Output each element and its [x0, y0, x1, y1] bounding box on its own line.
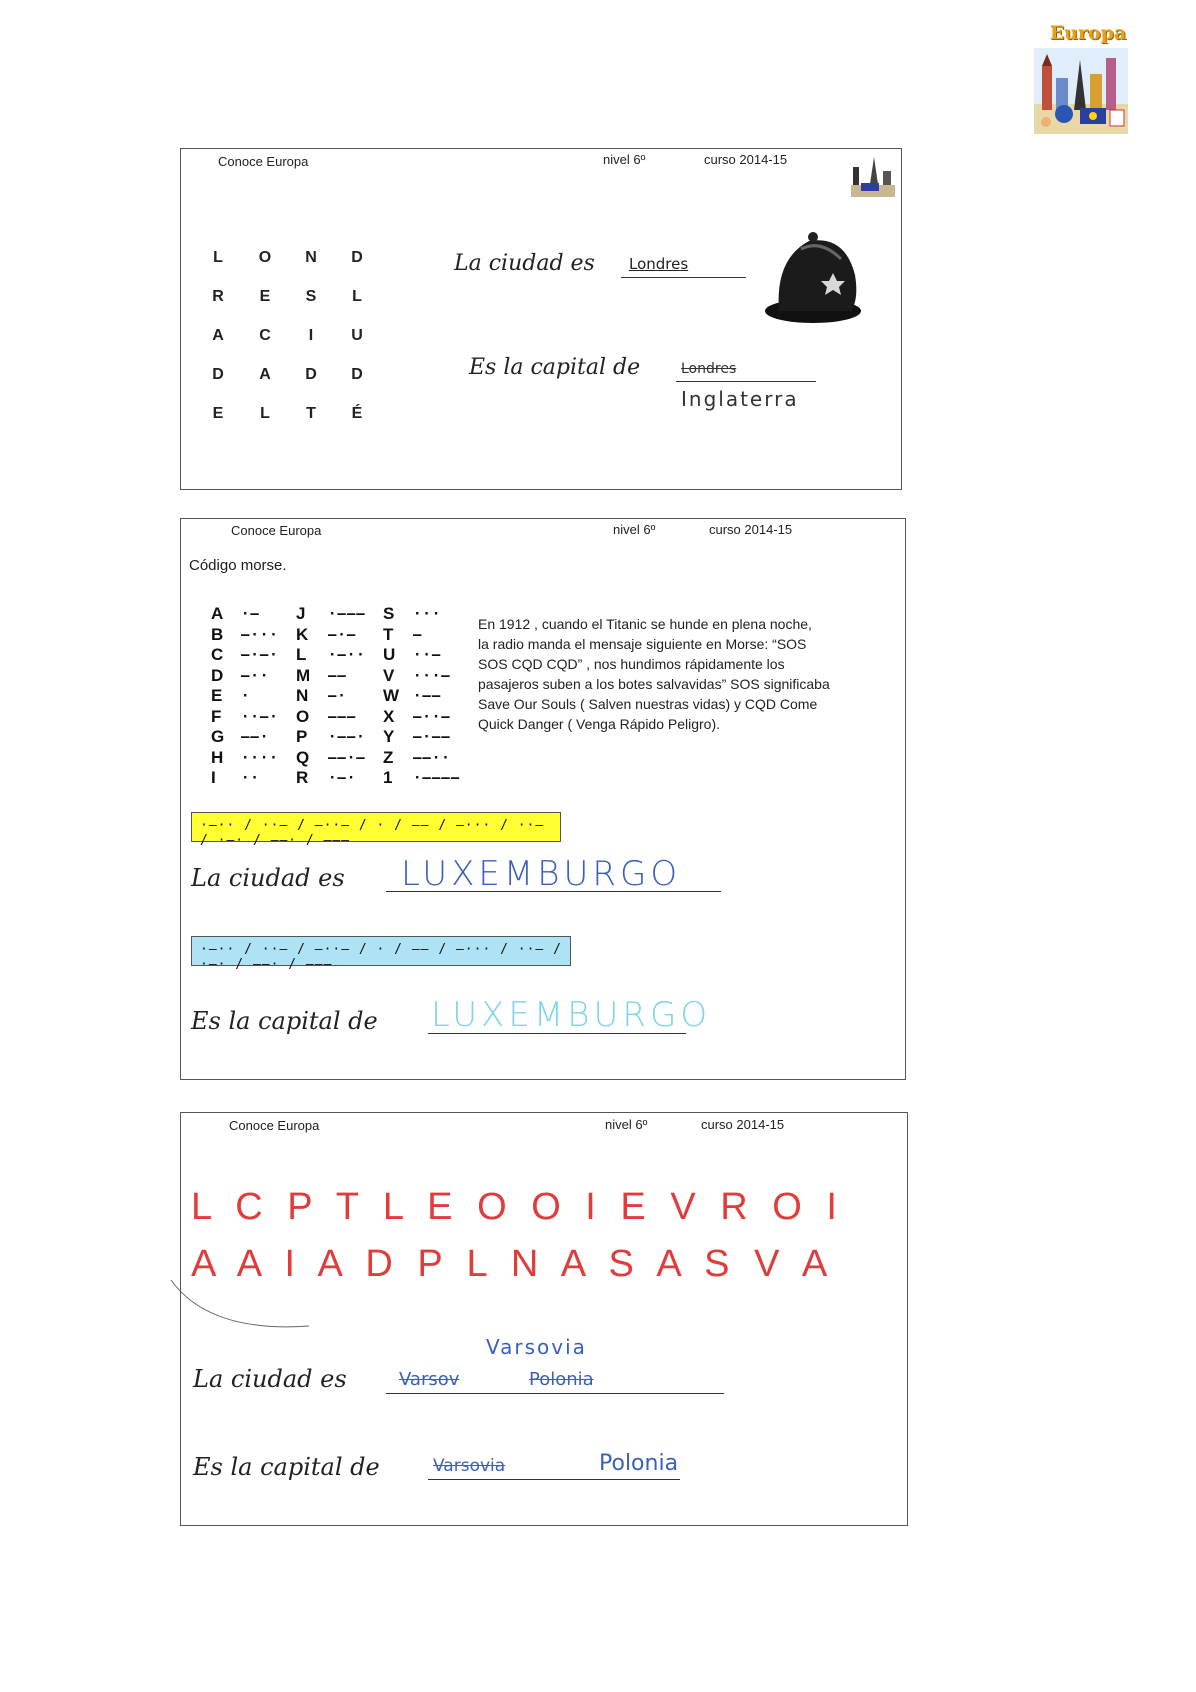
morse-letter: Q: [296, 747, 310, 767]
morse-code: ·––·: [328, 729, 366, 745]
grid-letter: T: [306, 405, 316, 422]
capital-answer: Polonia: [599, 1451, 679, 1476]
morse-code: ···: [413, 606, 442, 622]
grid-letter: L: [260, 405, 270, 422]
card-london: [180, 148, 902, 490]
card-header-course: curso 2014-15: [709, 522, 793, 537]
city-answer-struck-1: Varsov: [399, 1369, 460, 1390]
landmarks-thumbnail-icon: [849, 153, 897, 201]
capital-answer: Inglaterra: [681, 387, 799, 411]
morse-letter: E: [211, 686, 223, 705]
grid-letter: D: [305, 366, 317, 383]
morse-letter: P: [296, 727, 308, 746]
morse-letter: Y: [383, 727, 395, 746]
morse-code: ··: [241, 770, 260, 786]
morse-letter: 1: [383, 768, 393, 787]
morse-letter: L: [296, 645, 307, 664]
grid-letter: L: [352, 288, 362, 305]
morse-letter: F: [211, 706, 222, 726]
card-header-title: Conoce Europa: [231, 523, 322, 538]
grid-letter: E: [259, 288, 271, 305]
morse-letter: Z: [383, 747, 394, 767]
pencil-stroke: [169, 1278, 319, 1338]
paragraph-line: Save Our Souls ( Salven nuestras vidas) y CQD Come: [478, 696, 818, 712]
morse-letter: S: [383, 604, 395, 623]
card-header-course: curso 2014-15: [701, 1117, 785, 1132]
morse-code: ····: [241, 749, 279, 766]
logo-title: Europa: [1049, 22, 1127, 44]
morse-letter: X: [383, 706, 395, 726]
city-answer-line: [386, 1393, 724, 1394]
grid-letter: A: [259, 366, 271, 383]
morse-letter: C: [211, 645, 224, 664]
capital-prompt: Es la capital de: [191, 1007, 378, 1035]
morse-code: ––: [328, 667, 347, 684]
morse-letter: M: [296, 665, 311, 685]
police-helmet-icon: [761, 229, 871, 329]
morse-code-city: ·–·· / ··– / –··– / · / –– / –··· / ··– / ·–· / ––· / –––: [191, 812, 561, 842]
paragraph-line: pasajeros suben a los botes salvavidas” SOS significaba: [478, 676, 830, 692]
morse-letter: K: [296, 624, 309, 644]
puzzle-row-2: A A I A D P L N A S A S V A: [191, 1243, 828, 1285]
capital-answer-line: [676, 381, 816, 382]
paragraph-line: En 1912 , cuando el Titanic se hunde en plena noche,: [478, 616, 812, 632]
grid-letter: É: [351, 405, 363, 422]
grid-letter: O: [258, 249, 272, 266]
grid-letter: D: [351, 366, 363, 383]
morse-code: –·–·: [241, 647, 279, 663]
card-header-title: Conoce Europa: [218, 154, 309, 169]
grid-letter: S: [305, 288, 317, 305]
morse-code: ––·–: [328, 749, 366, 766]
morse-code: ···–: [413, 667, 451, 684]
capital-answer-struck: Varsovia: [433, 1456, 506, 1476]
grid-letter: U: [351, 327, 363, 344]
morse-letter: G: [211, 727, 225, 746]
morse-code: –··: [241, 667, 270, 684]
city-prompt: La ciudad es: [191, 864, 345, 892]
morse-code: ––·: [241, 729, 270, 745]
city-answer-line: [621, 277, 746, 278]
morse-letter: A: [211, 604, 224, 623]
city-answer-struck-2: Polonia: [529, 1369, 594, 1390]
city-answer: Londres: [629, 255, 689, 273]
europe-landmarks-icon: [1034, 48, 1128, 134]
morse-code: –···: [241, 626, 279, 643]
paragraph-line: Quick Danger ( Venga Rápido Peligro).: [478, 716, 721, 732]
morse-code: –·: [328, 688, 347, 704]
morse-code: ·–·: [328, 770, 357, 786]
city-prompt: La ciudad es: [193, 1365, 347, 1393]
card-morse: [180, 518, 906, 1080]
morse-code: –·–: [328, 626, 357, 643]
morse-letter: T: [383, 624, 394, 644]
section-title: Código morse.: [189, 557, 287, 574]
morse-letter: I: [211, 768, 216, 787]
grid-letter: N: [305, 249, 317, 266]
capital-answer-line: [428, 1479, 680, 1480]
morse-code: ··–·: [241, 708, 279, 725]
morse-code: ––··: [413, 749, 451, 766]
morse-code: –––: [328, 708, 357, 725]
capital-answer-struck: Londres: [681, 361, 737, 377]
morse-letter: V: [383, 665, 395, 685]
morse-code: ·–··: [328, 647, 366, 663]
grid-letter: A: [212, 327, 224, 344]
morse-code: ·–––: [328, 606, 366, 622]
puzzle-row-1: L C P T L E O O I E V R O I: [191, 1186, 837, 1228]
morse-letter: B: [211, 624, 224, 644]
grid-letter: E: [212, 405, 224, 422]
grid-letter: D: [351, 249, 363, 266]
morse-code: –··–: [413, 708, 451, 725]
morse-letter: W: [383, 686, 400, 705]
capital-prompt: Es la capital de: [193, 1453, 380, 1481]
morse-code: ·–: [241, 606, 260, 622]
card-header-title: Conoce Europa: [229, 1118, 320, 1133]
morse-letter: R: [296, 768, 309, 787]
paragraph-line: SOS CQD CQD” , nos hundimos rápidamente los: [478, 656, 785, 672]
morse-letter: D: [211, 665, 224, 685]
grid-letter: D: [212, 366, 224, 383]
city-answer-correction: Varsovia: [486, 1335, 587, 1359]
card-warsaw: [180, 1112, 908, 1526]
titanic-paragraph: [478, 614, 898, 734]
morse-letter: U: [383, 645, 396, 664]
city-prompt: La ciudad es: [454, 251, 595, 276]
morse-code: ·: [241, 688, 251, 704]
morse-code: ·––: [413, 688, 442, 704]
grid-letter: R: [212, 288, 224, 305]
grid-letter: L: [213, 249, 223, 266]
card-header-level: nivel 6º: [613, 522, 656, 537]
morse-code: –·––: [413, 729, 451, 745]
morse-code: ··–: [413, 647, 442, 663]
morse-letter: J: [296, 604, 306, 623]
morse-code-capital: ·–·· / ··– / –··– / · / –– / –··· / ··– / ·–· / ––· / –––: [191, 936, 571, 966]
morse-code: –: [413, 626, 423, 643]
morse-letter: H: [211, 747, 224, 767]
grid-letter: I: [308, 327, 314, 344]
grid-letter: C: [259, 327, 271, 344]
card-header-level: nivel 6º: [603, 152, 646, 167]
capital-prompt: Es la capital de: [469, 355, 641, 380]
morse-letter: O: [296, 706, 310, 726]
morse-letter: N: [296, 686, 309, 705]
capital-answer: LUXEMBURGO: [431, 995, 712, 1035]
card-header-course: curso 2014-15: [704, 152, 788, 167]
card-header-level: nivel 6º: [605, 1117, 648, 1132]
paragraph-line: la radio manda el mensaje siguiente en Morse: “SOS: [478, 636, 807, 652]
city-answer: LUXEMBURGO: [401, 854, 682, 894]
morse-code: ·––––: [413, 770, 461, 786]
